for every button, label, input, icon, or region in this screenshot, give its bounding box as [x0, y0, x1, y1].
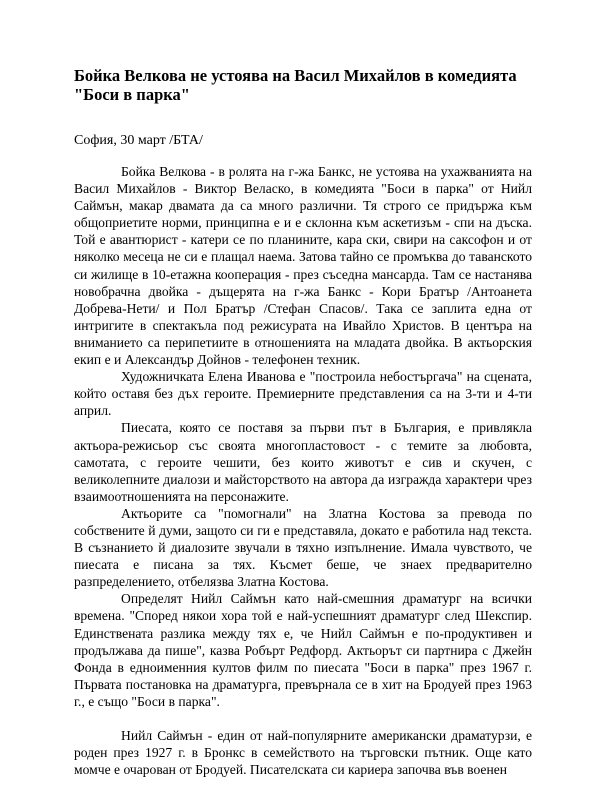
paragraph: Художничката Елена Иванова е "построила небостъргача" на сцената, който оставя без дъх героите. Премиерните представления са на 3-ти и 4-ти април. [74, 369, 532, 419]
paragraph: Пиесата, която се поставя за първи път в България, е привлякла актьора-режисьор със своята многопластовост - с темите за любовта, самотата, с героите чешити, без които животът е сив и скучен, с великолепните диалози и майсторството на автора да изгражда характери чрез взаимоотношенията на персонажите. [74, 420, 532, 504]
paragraph: Определят Нийл Саймън като най-смешния драматург на всички времена. "Според някои хора той е най-успешният драматург след Шекспир. Единствената разлика между тях е, че Нийл Саймън е по-продуктивен и продължава да пише", казва Робърт Редфорд. Актьорът си партнира с Джейн Фонда в едноименния култов филм по пиесата "Боси в парка" през 1967 г. Първата постановка на драматурга, превърнала се в хит на Бродуей през 1963 г., е също "Боси в парка". [74, 591, 532, 709]
paragraph: Актьорите са "помогнали" на Златна Костова за превода по собствените й думи, защото си ги е представяла, докато е работила над текста. В съзнанието й диалозите звучали в тяхно изпълнение. Имала чувството, че пиесата е писана за тях. Късмет беше, че знаех предварително разпределението, отбелязва Златна Костова. [74, 505, 532, 590]
article-title: Бойка Велкова не устоява на Васил Михайлов в комедията "Боси в парка" [74, 66, 517, 104]
dateline: София, 30 март /БТА/ [74, 133, 203, 148]
paragraph: Бойка Велкова - в ролята на г-жа Банкс, не устоява на ухажванията на Васил Михайлов - Виктор Веласко, в комедията "Боси в парка" от Нийл Саймън, макар двамата да са много различни. Тя строго се придържа към общоприетите норми, принципна е и е склонна към аскетизъм - спи на дъска. Той е авантюрист - катери се по планините, кара ски, свири на саксофон и от няколко месеца не си е плащал наема. Затова тайно се промъква до таванското си жилище в 10-етажна кооперация - през съседна мансарда. Там се настанява новобрачна двойка - дъщерята на г-жа Банкс - Кори Братър /Антоанета Добрева-Нети/ и Пол Братър /Стефан Спасов/. Така се заплита една от интригите в спектакъла под режисурата на Ивайло Христов. В центъра на вниманието са перипетиите в отношенията на младата двойка. В актьорския екип е и Александър Дойнов - телефонен техник. [74, 164, 532, 368]
article-body [74, 163, 532, 778]
paragraph: Нийл Саймън - един от най-популярните американски драматурзи, е роден през 1927 г. в Бронкс в семейството на търговски пътник. Още като момче е очарован от Бродуей. Писателската си кариера започва във военен [74, 728, 532, 778]
